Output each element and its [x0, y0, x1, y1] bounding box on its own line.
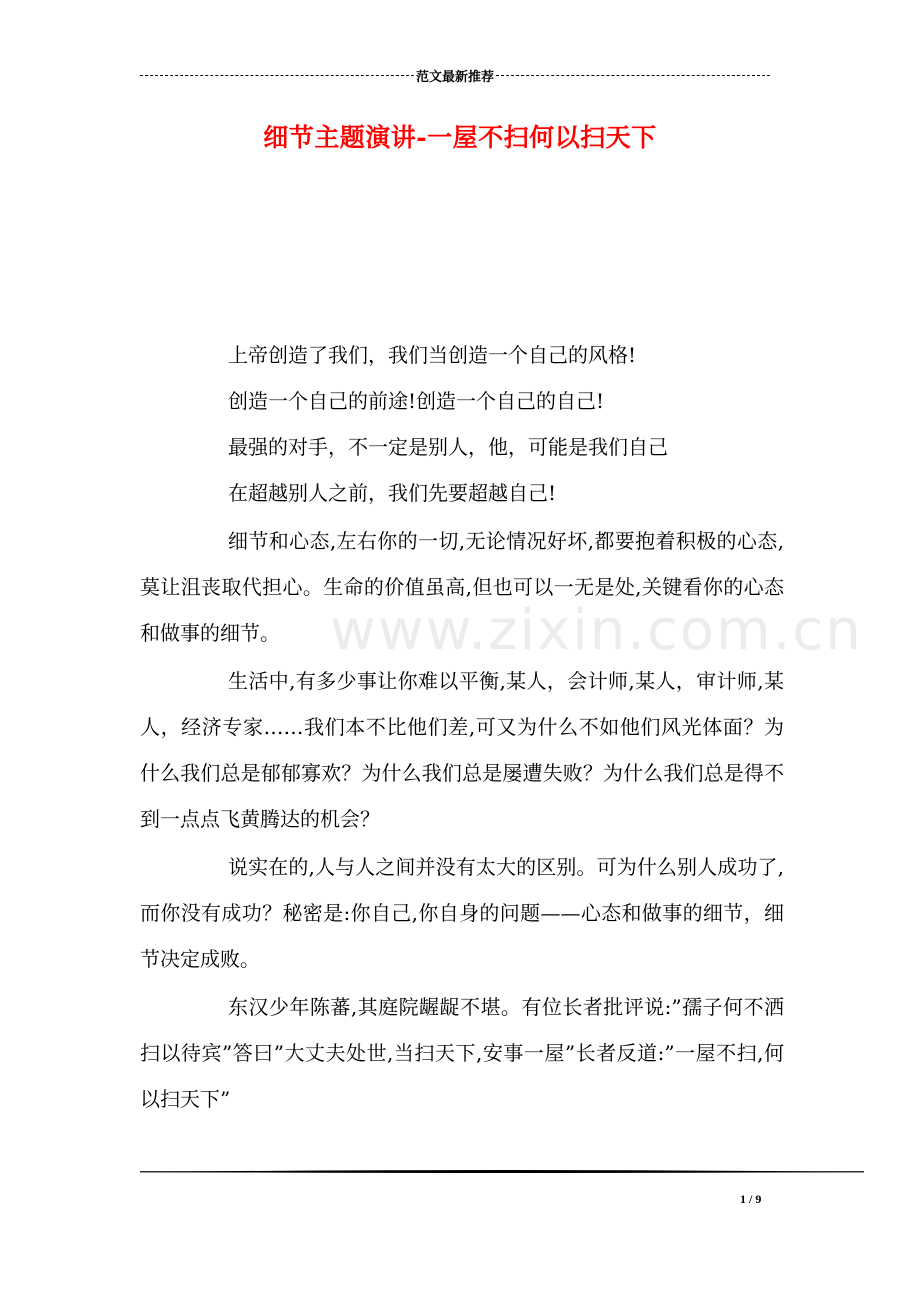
watermark: www.zixin.com.cn: [330, 598, 863, 663]
header-dash-left: [140, 75, 414, 76]
page-number: 1 / 9: [740, 1192, 762, 1206]
body-paragraph: 最强的对手，不一定是别人，他，可能是我们自己: [228, 435, 668, 459]
body-paragraph: 创造一个自己的前途!创造一个自己的自己!: [228, 389, 605, 413]
header-dash-right: [496, 75, 770, 76]
body-paragraph: 生活中,有多少事让你难以平衡,某人，会计师,某人，审计师,某人，经济专家……我们本不比他们差,可又为什么不如他们风光体面？为什么我们总是郁郁寡欢？为什么我们总是屡遭失败？为什么我们总是得不到一点点飞黄腾达的机会？: [140, 669, 784, 831]
document-title: 细节主题演讲-一屋不扫何以扫天下: [263, 123, 657, 152]
footer-divider: [140, 1166, 864, 1176]
header-label: 范文最新推荐: [416, 69, 495, 85]
body-paragraph: 在超越别人之前，我们先要超越自己!: [228, 481, 557, 505]
document-body: [140, 332, 784, 1122]
body-paragraph: 说实在的,人与人之间并没有太大的区别。可为什么别人成功了,而你没有成功？秘密是:你自己,你自身的问题——心态和做事的细节，细节决定成败。: [140, 855, 784, 971]
page-header: [140, 64, 770, 86]
body-paragraph: 上帝创造了我们，我们当创造一个自己的风格!: [228, 343, 637, 367]
body-paragraph: 细节和心态,左右你的一切,无论情况好坏,都要抱着积极的心态,莫让沮丧取代担心。生命的价值虽高,但也可以一无是处,关键看你的心态和做事的细节。: [140, 529, 784, 645]
body-paragraph: 东汉少年陈蕃,其庭院龌龊不堪。有位长者批评说:”孺子何不洒扫以待宾”答曰”大丈夫处世,当扫天下,安事一屋”长者反道:”一屋不扫,何以扫天下”: [140, 995, 784, 1111]
